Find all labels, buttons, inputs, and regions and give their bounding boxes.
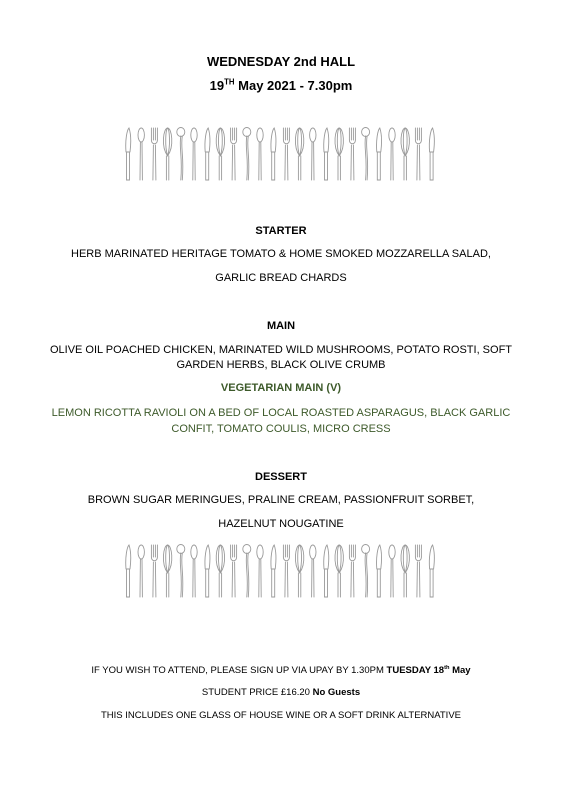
knife-sketch-icon	[429, 128, 434, 180]
whisk-sketch-icon	[401, 545, 409, 597]
spoon-sketch-icon	[191, 128, 197, 180]
whisk-sketch-icon	[295, 128, 303, 180]
spoon-sketch-icon	[138, 545, 144, 597]
whisk-sketch-icon	[163, 545, 171, 597]
main-heading: MAIN	[266, 320, 296, 332]
knife-sketch-icon	[377, 128, 382, 180]
ladle-sketch-icon	[177, 545, 185, 598]
dessert-line-2: HAZELNUT NOUGATINE	[218, 518, 344, 530]
spoon-sketch-icon	[257, 545, 263, 597]
starter-heading: STARTER	[255, 225, 307, 237]
fork-sketch-icon	[415, 545, 421, 597]
fork-sketch-icon	[231, 545, 237, 597]
ladle-sketch-icon	[362, 128, 370, 181]
spoon-sketch-icon	[389, 128, 395, 180]
event-title: WEDNESDAY 2nd HALL	[206, 54, 356, 69]
vegetarian-line-1: LEMON RICOTTA RAVIOLI ON A BED OF LOCAL ROASTED ASPARAGUS, BLACK GARLIC	[51, 407, 511, 419]
knife-sketch-icon	[271, 128, 276, 180]
starter-line-1: HERB MARINATED HERITAGE TOMATO & HOME SMOKED MOZZARELLA SALAD,	[71, 248, 491, 260]
ladle-sketch-icon	[362, 545, 370, 598]
price-note: STUDENT PRICE £16.20 No Guests	[201, 687, 361, 698]
knife-sketch-icon	[205, 128, 210, 180]
spoon-sketch-icon	[389, 545, 395, 597]
vegetarian-heading: VEGETARIAN MAIN (V)	[220, 382, 342, 394]
fork-sketch-icon	[151, 128, 157, 180]
fork-sketch-icon	[151, 545, 157, 597]
spoon-sketch-icon	[310, 128, 316, 180]
knife-sketch-icon	[429, 545, 434, 597]
whisk-sketch-icon	[335, 128, 343, 180]
whisk-sketch-icon	[401, 128, 409, 180]
fork-sketch-icon	[349, 545, 355, 597]
includes-note: THIS INCLUDES ONE GLASS OF HOUSE WINE OR A SOFT DRINK ALTERNATIVE	[100, 710, 461, 721]
whisk-sketch-icon	[295, 545, 303, 597]
spoon-sketch-icon	[310, 545, 316, 597]
dessert-heading: DESSERT	[255, 471, 307, 483]
spoon-sketch-icon	[191, 545, 197, 597]
knife-sketch-icon	[126, 545, 131, 597]
signup-note: IF YOU WISH TO ATTEND, PLEASE SIGN UP VIA UPAY BY 1.30PM TUESDAY 18th May	[91, 664, 471, 676]
knife-sketch-icon	[324, 545, 329, 597]
knife-sketch-icon	[205, 545, 210, 597]
knife-sketch-icon	[324, 128, 329, 180]
knife-sketch-icon	[126, 128, 131, 180]
cutlery-sketch-icon	[122, 126, 440, 182]
ladle-sketch-icon	[243, 128, 251, 181]
vegetarian-line-2: CONFIT, TOMATO COULIS, MICRO CRESS	[171, 423, 391, 435]
fork-sketch-icon	[415, 128, 421, 180]
whisk-sketch-icon	[335, 545, 343, 597]
fork-sketch-icon	[349, 128, 355, 180]
main-line-2: GARDEN HERBS, BLACK OLIVE CRUMB	[176, 359, 386, 371]
spoon-sketch-icon	[138, 128, 144, 180]
whisk-sketch-icon	[216, 128, 224, 180]
starter-line-2: GARLIC BREAD CHARDS	[215, 272, 347, 284]
fork-sketch-icon	[283, 545, 289, 597]
whisk-sketch-icon	[163, 128, 171, 180]
ladle-sketch-icon	[177, 128, 185, 181]
knife-sketch-icon	[271, 545, 276, 597]
cutlery-sketch-icon	[122, 543, 440, 599]
ladle-sketch-icon	[243, 545, 251, 598]
fork-sketch-icon	[231, 128, 237, 180]
event-date: 19TH May 2021 - 7.30pm	[209, 77, 353, 93]
spoon-sketch-icon	[257, 128, 263, 180]
dessert-line-1: BROWN SUGAR MERINGUES, PRALINE CREAM, PASSIONFRUIT SORBET,	[87, 494, 475, 506]
whisk-sketch-icon	[216, 545, 224, 597]
main-line-1: OLIVE OIL POACHED CHICKEN, MARINATED WILD MUSHROOMS, POTATO ROSTI, SOFT	[49, 344, 513, 356]
fork-sketch-icon	[283, 128, 289, 180]
knife-sketch-icon	[377, 545, 382, 597]
